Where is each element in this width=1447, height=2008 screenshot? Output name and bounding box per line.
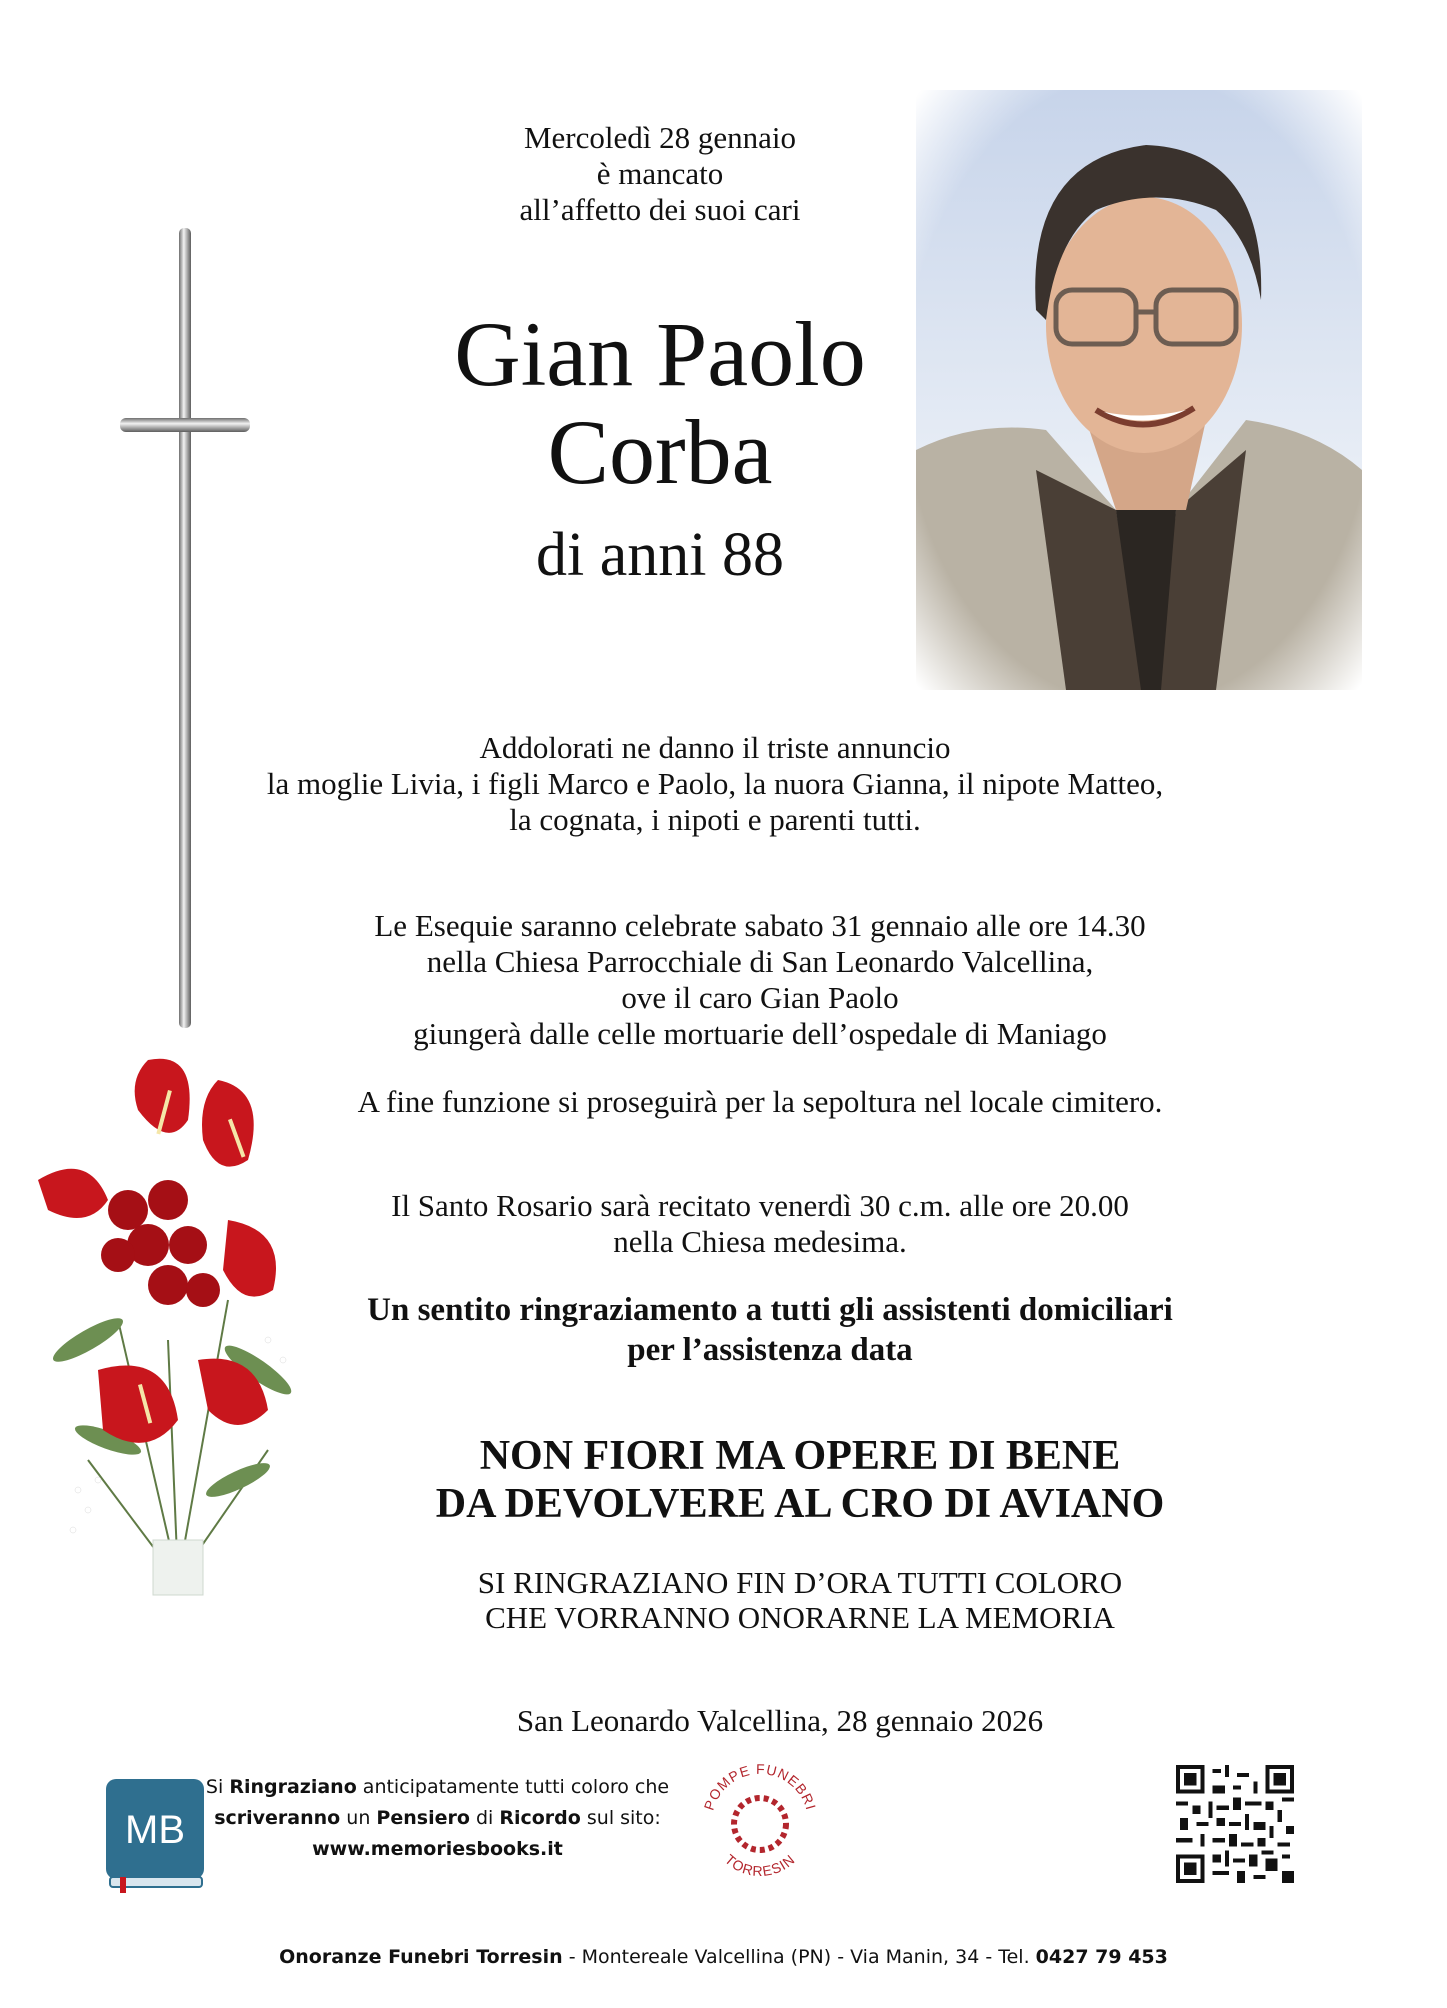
portrait-photo <box>916 90 1362 690</box>
footer-company: Onoranze Funebri Torresin <box>279 1946 563 1968</box>
intro-line: Mercoledì 28 gennaio <box>523 120 797 155</box>
place-date: San Leonardo Valcellina, 28 gennaio 2026 <box>516 1703 1044 1738</box>
burial-text: A fine funzione si proseguirà per la sepoltura nel locale cimitero. <box>357 1084 1163 1119</box>
deceased-name <box>380 305 940 501</box>
funeral-line: nella Chiesa Parrocchiale di San Leonardo Valcellina, <box>426 944 1094 979</box>
memories-word-bold: Pensiero <box>376 1807 470 1829</box>
first-name: Gian Paolo <box>454 303 866 405</box>
pompe-logo-top-text: POMPE FUNEBRI <box>700 1760 820 1813</box>
gratitude-notice <box>340 1565 1260 1635</box>
intro-line: è mancato <box>596 156 724 191</box>
memories-word-bold: Ricordo <box>499 1807 581 1829</box>
memories-word: anticipatamente tutti coloro che <box>362 1776 670 1798</box>
footer <box>120 1944 1327 1970</box>
no-flowers-notice <box>300 1432 1300 1528</box>
memories-word-bold: Ringraziano <box>229 1776 357 1798</box>
memories-word: sul sito: <box>586 1807 661 1829</box>
footer-address: - Montereale Valcellina (PN) - Via Manin, 34 - Tel. <box>562 1946 1036 1968</box>
announcement-line: la cognata, i nipoti e parenti tutti. <box>509 802 921 837</box>
pompe-logo-bottom-text: TORRESIN <box>721 1850 799 1880</box>
qr-code[interactable] <box>1176 1765 1294 1883</box>
memories-word: un <box>346 1807 371 1829</box>
intro-text <box>440 120 880 228</box>
rosary-details <box>280 1188 1240 1260</box>
age-text: di anni 88 <box>536 521 784 589</box>
memories-line-1 <box>205 1772 670 1803</box>
svg-text:TORRESIN <box>722 1851 798 1879</box>
svg-text:POMPE FUNEBRI <box>701 1761 820 1812</box>
no-flowers-line: DA DEVOLVERE AL CRO DI AVIANO <box>435 1481 1165 1527</box>
memories-word: di <box>475 1807 494 1829</box>
memories-line-2 <box>205 1803 670 1834</box>
no-flowers-line: NON FIORI MA OPERE DI BENE <box>479 1433 1121 1479</box>
thanks-text <box>270 1290 1270 1370</box>
memoriesbooks-logo[interactable] <box>104 1777 206 1893</box>
funeral-line: giungerà dalle celle mortuarie dell’ospedale di Maniago <box>413 1016 1107 1051</box>
memoriesbooks-text <box>205 1772 670 1865</box>
memoriesbooks-logo-text: MB <box>125 1808 185 1852</box>
rosary-line: nella Chiesa medesima. <box>613 1224 907 1259</box>
announcement <box>210 730 1220 838</box>
cross-icon <box>110 228 260 1028</box>
intro-line: all’affetto dei suoi cari <box>519 192 801 227</box>
memories-word: Si <box>205 1776 224 1798</box>
last-name: Corba <box>547 401 773 503</box>
pompe-funebri-logo <box>690 1752 830 1892</box>
thanks-line: per l’assistenza data <box>627 1332 913 1368</box>
memories-site-link[interactable]: www.memoriesbooks.it <box>312 1838 563 1860</box>
gratitude-line: SI RINGRAZIANO FIN D’ORA TUTTI COLORO <box>477 1565 1123 1600</box>
announcement-line: la moglie Livia, i figli Marco e Paolo, la nuora Gianna, il nipote Matteo, <box>266 766 1164 801</box>
funeral-line: Le Esequie saranno celebrate sabato 31 gennaio alle ore 14.30 <box>374 908 1146 943</box>
rosary-line: Il Santo Rosario sarà recitato venerdì 30 c.m. alle ore 20.00 <box>391 1188 1129 1223</box>
funeral-line: ove il caro Gian Paolo <box>621 980 899 1015</box>
thanks-line: Un sentito ringraziamento a tutti gli assistenti domiciliari <box>367 1292 1173 1328</box>
funeral-details <box>280 908 1240 1052</box>
footer-phone: 0427 79 453 <box>1035 1946 1168 1968</box>
gratitude-line: CHE VORRANNO ONORARNE LA MEMORIA <box>485 1600 1115 1635</box>
announcement-line: Addolorati ne danno il triste annuncio <box>479 730 951 765</box>
memories-word-bold: scriveranno <box>214 1807 341 1829</box>
